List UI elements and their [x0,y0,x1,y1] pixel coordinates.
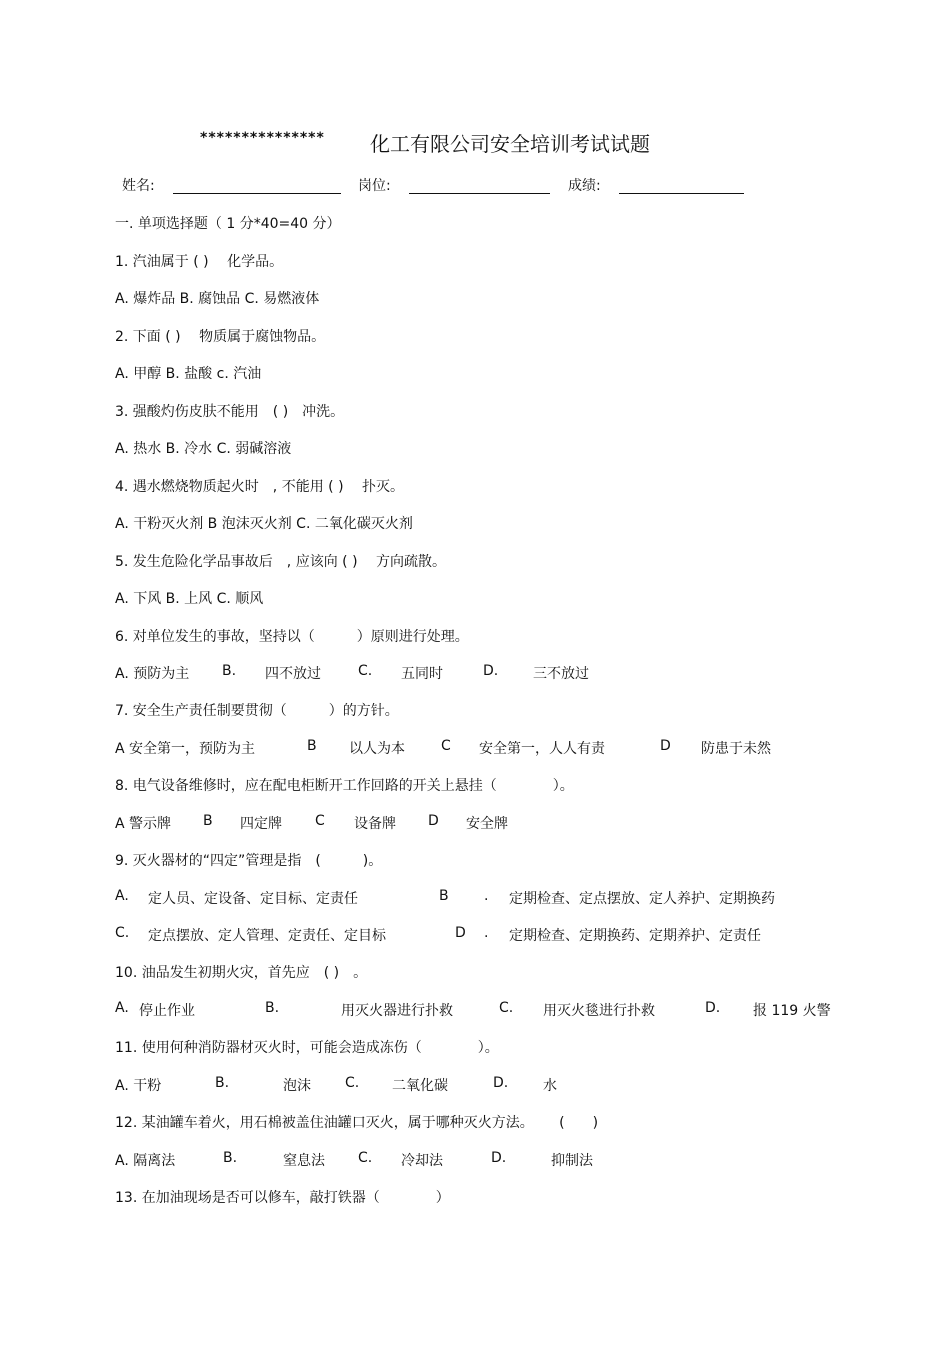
option-text: 四定牌 [240,816,282,832]
options-10 [115,1000,875,1020]
options-4: A. 干粉灭火剂 B 泡沫灭火剂 C. 二氧化碳灭火剂 [115,516,413,532]
option-letter: C. [358,1150,373,1166]
option-letter: C. [115,925,130,941]
option-letter: D. [493,1075,509,1091]
option-letter: C [315,813,325,829]
question-9: 9. 灭火器材的“四定”管理是指 ( )。 [115,853,383,869]
option-text: 窒息法 [283,1153,325,1169]
option-letter: B. [265,1000,280,1016]
question-6: 6. 对单位发生的事故，坚持以（ ）原则进行处理。 [115,629,469,645]
option-text: 水 [543,1078,557,1094]
option-text: A. 干粉 [115,1078,162,1094]
option-letter: C. [358,663,373,679]
option-text: 用灭火器进行扑救 [341,1003,453,1019]
question-3: 3. 强酸灼伤皮肤不能用 ( ) 冲洗。 [115,404,345,420]
option-text: 安全第一，人人有责 [479,741,605,757]
option-text: A. 预防为主 [115,666,190,682]
option-separator: . [484,888,489,904]
options-8 [115,813,875,833]
option-separator: . [484,925,489,941]
option-text: A 安全第一，预防为主 [115,741,256,757]
option-letter: A. [115,1000,129,1016]
score-field[interactable] [619,193,744,194]
name-label: 姓名: [122,178,155,194]
option-text: 五同时 [401,666,443,682]
question-4: 4. 遇水燃烧物质起火时 , 不能用 ( ) 扑灭。 [115,479,404,495]
option-letter: D [660,738,671,754]
option-text: 用灭火毯进行扑救 [543,1003,655,1019]
option-letter: D [455,925,466,941]
option-letter: B [439,888,449,904]
question-10: 10. 油品发生初期火灾，首先应 ( ) 。 [115,965,368,981]
option-letter: C. [499,1000,514,1016]
options-9-line-1 [115,888,875,908]
option-letter: B. [222,663,237,679]
option-text: 防患于未然 [701,741,771,757]
post-label: 岗位: [358,178,391,194]
question-5: 5. 发生危险化学品事故后 , 应该向 ( ) 方向疏散。 [115,554,446,570]
question-2: 2. 下面 ( ) 物质属于腐蚀物品。 [115,329,326,345]
name-field[interactable] [173,193,341,194]
option-text: 四不放过 [265,666,321,682]
option-text: 以人为本 [349,741,405,757]
options-5: A. 下风 B. 上风 C. 顺风 [115,591,264,607]
option-text: 定期检查、定期换药、定期养护、定责任 [509,928,761,944]
option-text: A 警示牌 [115,816,172,832]
option-letter: A. [115,888,129,904]
options-1: A. 爆炸品 B. 腐蚀品 C. 易燃液体 [115,291,320,307]
options-2: A. 甲醇 B. 盐酸 c. 汽油 [115,366,262,382]
company-name-mask: *************** [200,130,325,146]
question-8: 8. 电气设备维修时，应在配电柜断开工作回路的开关上悬挂（ ）。 [115,778,574,794]
option-letter: D [428,813,439,829]
options-9-line-2 [115,925,875,945]
option-text: 定人员、定设备、定目标、定责任 [148,891,358,907]
options-12 [115,1150,875,1170]
option-letter: B [203,813,213,829]
option-letter: D. [705,1000,721,1016]
option-text: 报 119 火警 [753,1003,831,1019]
option-letter: C. [345,1075,360,1091]
option-text: 停止作业 [139,1003,195,1019]
question-12: 12. 某油罐车着火，用石棉被盖住油罐口灭火，属于哪种灭火方法。 ( ) [115,1115,599,1131]
page-title: 化工有限公司安全培训考试试题 [370,132,650,156]
option-text: 三不放过 [533,666,589,682]
score-label: 成绩: [568,178,601,194]
option-text: 泡沫 [283,1078,311,1094]
option-text: 抑制法 [551,1153,593,1169]
post-field[interactable] [409,193,550,194]
question-1: 1. 汽油属于 ( ) 化学品。 [115,254,284,270]
question-11: 11. 使用何种消防器材灭火时，可能会造成冻伤（ ）。 [115,1040,499,1056]
option-text: 定点摆放、定人管理、定责任、定目标 [148,928,386,944]
question-7: 7. 安全生产责任制要贯彻（ ）的方针。 [115,703,399,719]
option-text: 二氧化碳 [392,1078,448,1094]
option-text: 安全牌 [466,816,508,832]
option-letter: D. [483,663,499,679]
option-letter: D. [491,1150,507,1166]
option-letter: B. [223,1150,238,1166]
option-letter: B. [215,1075,230,1091]
options-7 [115,738,875,758]
section-title: 一. 单项选择题（ 1 分*40=40 分） [115,216,341,232]
option-letter: B [307,738,317,754]
options-3: A. 热水 B. 冷水 C. 弱碱溶液 [115,441,292,457]
option-text: 冷却法 [401,1153,443,1169]
options-6 [115,663,875,683]
option-letter: C [441,738,451,754]
options-11 [115,1075,875,1095]
question-13: 13. 在加油现场是否可以修车，敲打铁器（ ） [115,1190,450,1206]
option-text: 定期检查、定点摆放、定人养护、定期换药 [509,891,775,907]
option-text: 设备牌 [354,816,396,832]
option-text: A. 隔离法 [115,1153,176,1169]
